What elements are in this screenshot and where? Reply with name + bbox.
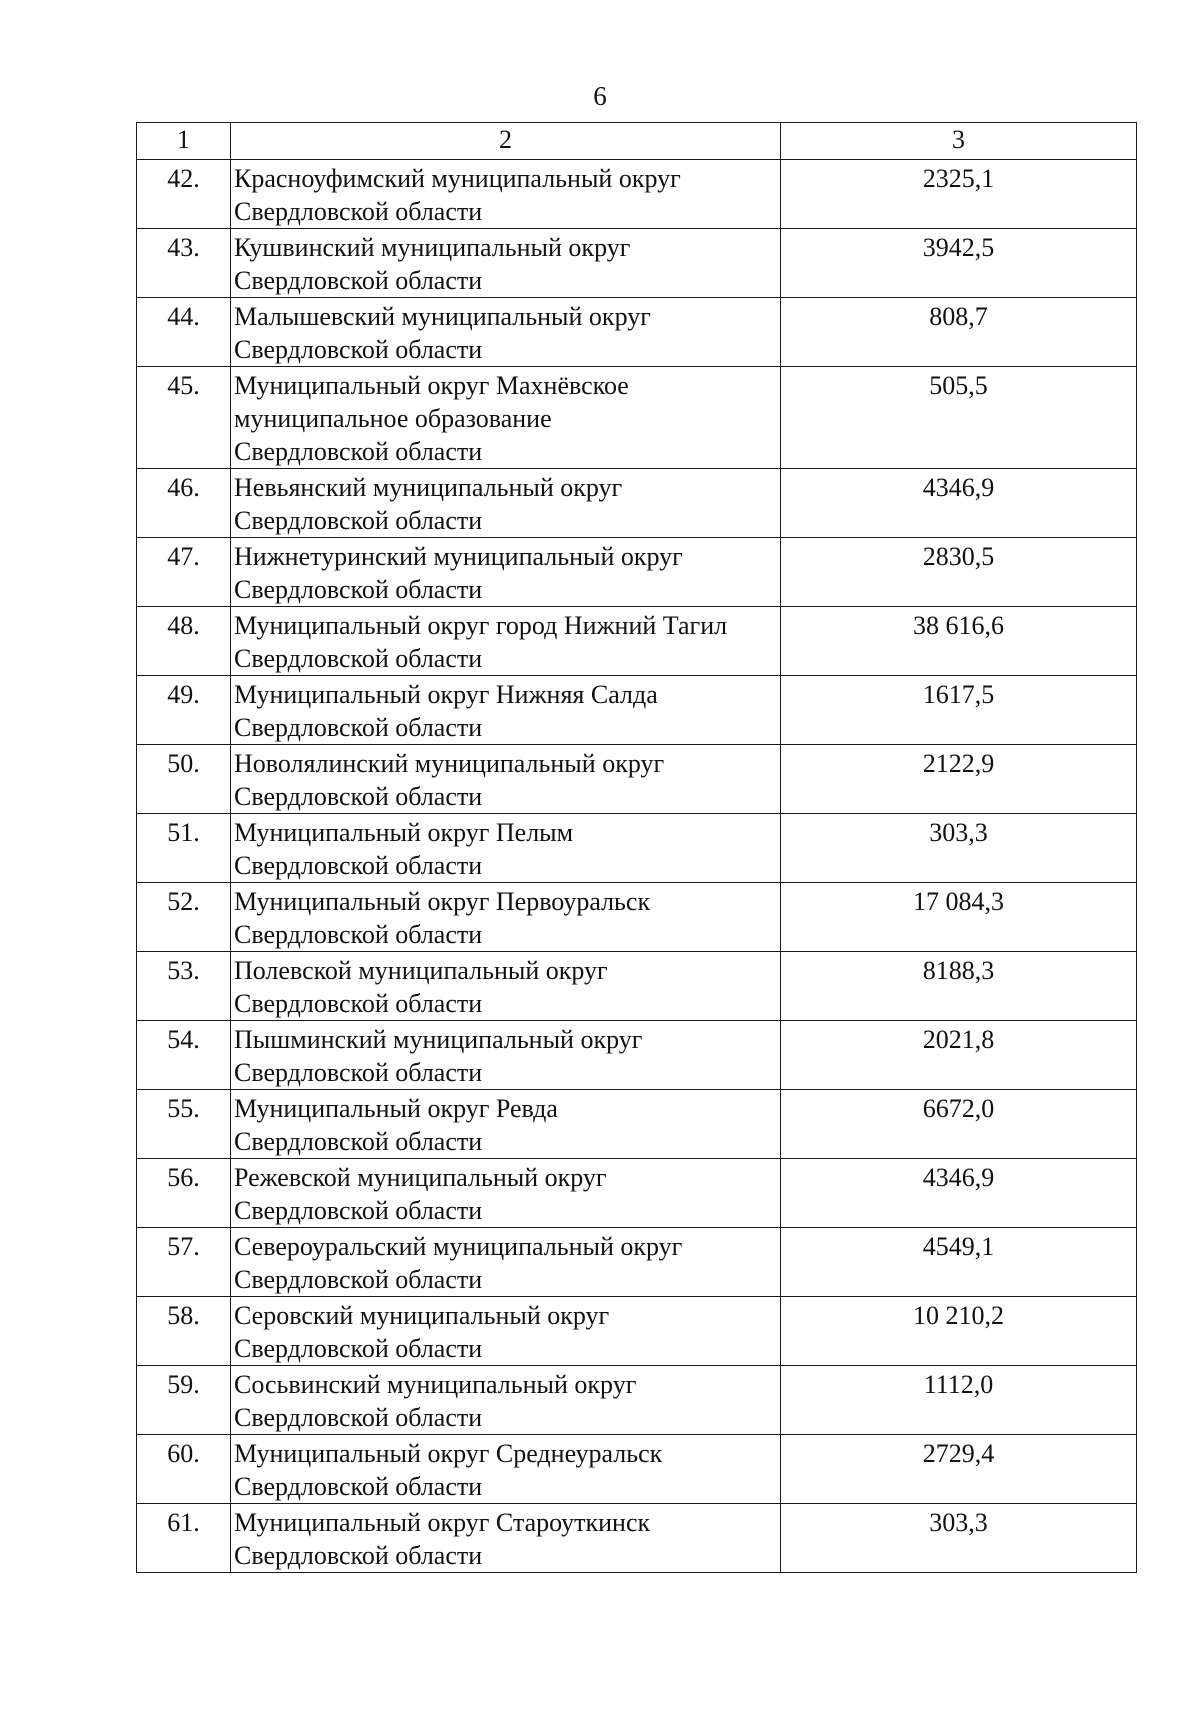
municipality-name-line: Муниципальный округ Нижняя Салда [234,680,658,709]
row-number: 42. [137,160,231,229]
column-header-value: 3 [781,123,1137,160]
table-row [137,952,1137,1021]
allocation-value: 4549,1 [781,1228,1137,1297]
municipality-name-line: Муниципальный округ город Нижний Тагил [234,611,728,640]
allocation-value: 4346,9 [781,1159,1137,1228]
municipality-name-line: Свердловской области [234,1265,483,1294]
municipality-name-line: Муниципальный округ Староуткинск [234,1508,651,1537]
column-header-number: 1 [137,123,231,160]
allocation-value: 303,3 [781,1504,1137,1573]
row-number: 56. [137,1159,231,1228]
municipality-name [231,538,781,607]
table-row [137,298,1137,367]
table-row [137,469,1137,538]
table-header-row [137,123,1137,160]
municipality-name-line: Свердловской области [234,713,483,742]
table-row [137,538,1137,607]
municipality-name [231,1504,781,1573]
row-number: 58. [137,1297,231,1366]
allocation-value: 17 084,3 [781,883,1137,952]
allocation-value: 505,5 [781,367,1137,469]
municipality-name-line: муниципальное образование [234,404,552,433]
municipality-name [231,1228,781,1297]
row-number: 55. [137,1090,231,1159]
row-number: 60. [137,1435,231,1504]
municipality-name-line: Свердловской области [234,1334,483,1363]
allocation-value: 8188,3 [781,952,1137,1021]
table-row [137,607,1137,676]
table-row [137,676,1137,745]
municipality-name-line: Свердловской области [234,644,483,673]
municipality-name [231,883,781,952]
row-number: 46. [137,469,231,538]
allocation-value: 1112,0 [781,1366,1137,1435]
table-row [137,1021,1137,1090]
municipality-name [231,229,781,298]
municipality-name [231,1297,781,1366]
municipality-name [231,160,781,229]
municipality-name-line: Свердловской области [234,335,483,364]
table-row [137,883,1137,952]
municipality-name-line: Свердловской области [234,1127,483,1156]
row-number: 48. [137,607,231,676]
row-number: 59. [137,1366,231,1435]
table-row [137,814,1137,883]
allocation-value: 6672,0 [781,1090,1137,1159]
municipality-name [231,1366,781,1435]
allocation-value: 3942,5 [781,229,1137,298]
row-number: 47. [137,538,231,607]
municipality-name [231,745,781,814]
municipality-name [231,1159,781,1228]
allocation-value: 38 616,6 [781,607,1137,676]
municipality-name-line: Североуральский муниципальный округ [234,1232,683,1261]
row-number: 50. [137,745,231,814]
municipality-name-line: Свердловской области [234,1541,483,1570]
municipality-name-line: Серовский муниципальный округ [234,1301,610,1330]
column-header-name: 2 [231,123,781,160]
municipality-name-line: Муниципальный округ Первоуральск [234,887,651,916]
row-number: 54. [137,1021,231,1090]
municipality-name-line: Муниципальный округ Пелым [234,818,574,847]
municipality-name-line: Режевской муниципальный округ [234,1163,607,1192]
municipality-name [231,1435,781,1504]
row-number: 53. [137,952,231,1021]
municipality-name-line: Полевской муниципальный округ [234,956,608,985]
municipality-name-line: Нижнетуринский муниципальный округ [234,542,683,571]
table-row [137,745,1137,814]
municipality-name-line: Свердловской области [234,989,483,1018]
municipality-name-line: Невьянский муниципальный округ [234,473,623,502]
row-number: 44. [137,298,231,367]
table-row [137,1435,1137,1504]
row-number: 51. [137,814,231,883]
allocation-value: 2122,9 [781,745,1137,814]
municipality-name [231,814,781,883]
municipality-name-line: Новолялинский муниципальный округ [234,749,665,778]
municipality-name-line: Свердловской области [234,1472,483,1501]
municipality-name-line: Свердловской области [234,1403,483,1432]
allocation-value: 2830,5 [781,538,1137,607]
row-number: 43. [137,229,231,298]
table-row [137,1090,1137,1159]
municipality-name [231,298,781,367]
municipality-name-line: Малышевский муниципальный округ [234,302,651,331]
municipality-name [231,676,781,745]
municipality-name-line: Свердловской области [234,920,483,949]
allocation-value: 10 210,2 [781,1297,1137,1366]
municipality-name-line: Пышминский муниципальный округ [234,1025,643,1054]
municipality-name-line: Красноуфимский муниципальный округ [234,164,681,193]
municipality-name-line: Сосьвинский муниципальный округ [234,1370,637,1399]
municipality-name [231,367,781,469]
page-number: 6 [593,81,607,111]
row-number: 52. [137,883,231,952]
municipality-name [231,952,781,1021]
table-row [137,1504,1137,1573]
table-row [137,229,1137,298]
allocation-value: 1617,5 [781,676,1137,745]
table-row [137,160,1137,229]
municipality-name-line: Свердловской области [234,782,483,811]
allocation-value: 808,7 [781,298,1137,367]
municipality-name-line: Свердловской области [234,437,483,466]
table-row [137,367,1137,469]
municipality-name-line: Кушвинский муниципальный округ [234,233,631,262]
municipality-name-line: Свердловской области [234,506,483,535]
table-row [137,1297,1137,1366]
table-row [137,1366,1137,1435]
municipality-name-line: Муниципальный округ Махнёвское [234,371,629,400]
allocation-value: 2325,1 [781,160,1137,229]
allocation-value: 4346,9 [781,469,1137,538]
row-number: 57. [137,1228,231,1297]
table-row [137,1228,1137,1297]
municipality-name [231,1090,781,1159]
municipality-name-line: Свердловской области [234,266,483,295]
municipality-name-line: Свердловской области [234,1196,483,1225]
row-number: 49. [137,676,231,745]
table-row [137,1159,1137,1228]
allocation-table [136,122,1137,1573]
municipality-name [231,1021,781,1090]
allocation-value: 2729,4 [781,1435,1137,1504]
allocation-value: 2021,8 [781,1021,1137,1090]
municipality-name-line: Муниципальный округ Среднеуральск [234,1439,663,1468]
row-number: 61. [137,1504,231,1573]
municipality-name [231,469,781,538]
municipality-name-line: Свердловской области [234,197,483,226]
allocation-value: 303,3 [781,814,1137,883]
municipality-name-line: Свердловской области [234,1058,483,1087]
municipality-name-line: Свердловской области [234,575,483,604]
municipality-name [231,607,781,676]
row-number: 45. [137,367,231,469]
municipality-name-line: Муниципальный округ Ревда [234,1094,558,1123]
municipality-name-line: Свердловской области [234,851,483,880]
